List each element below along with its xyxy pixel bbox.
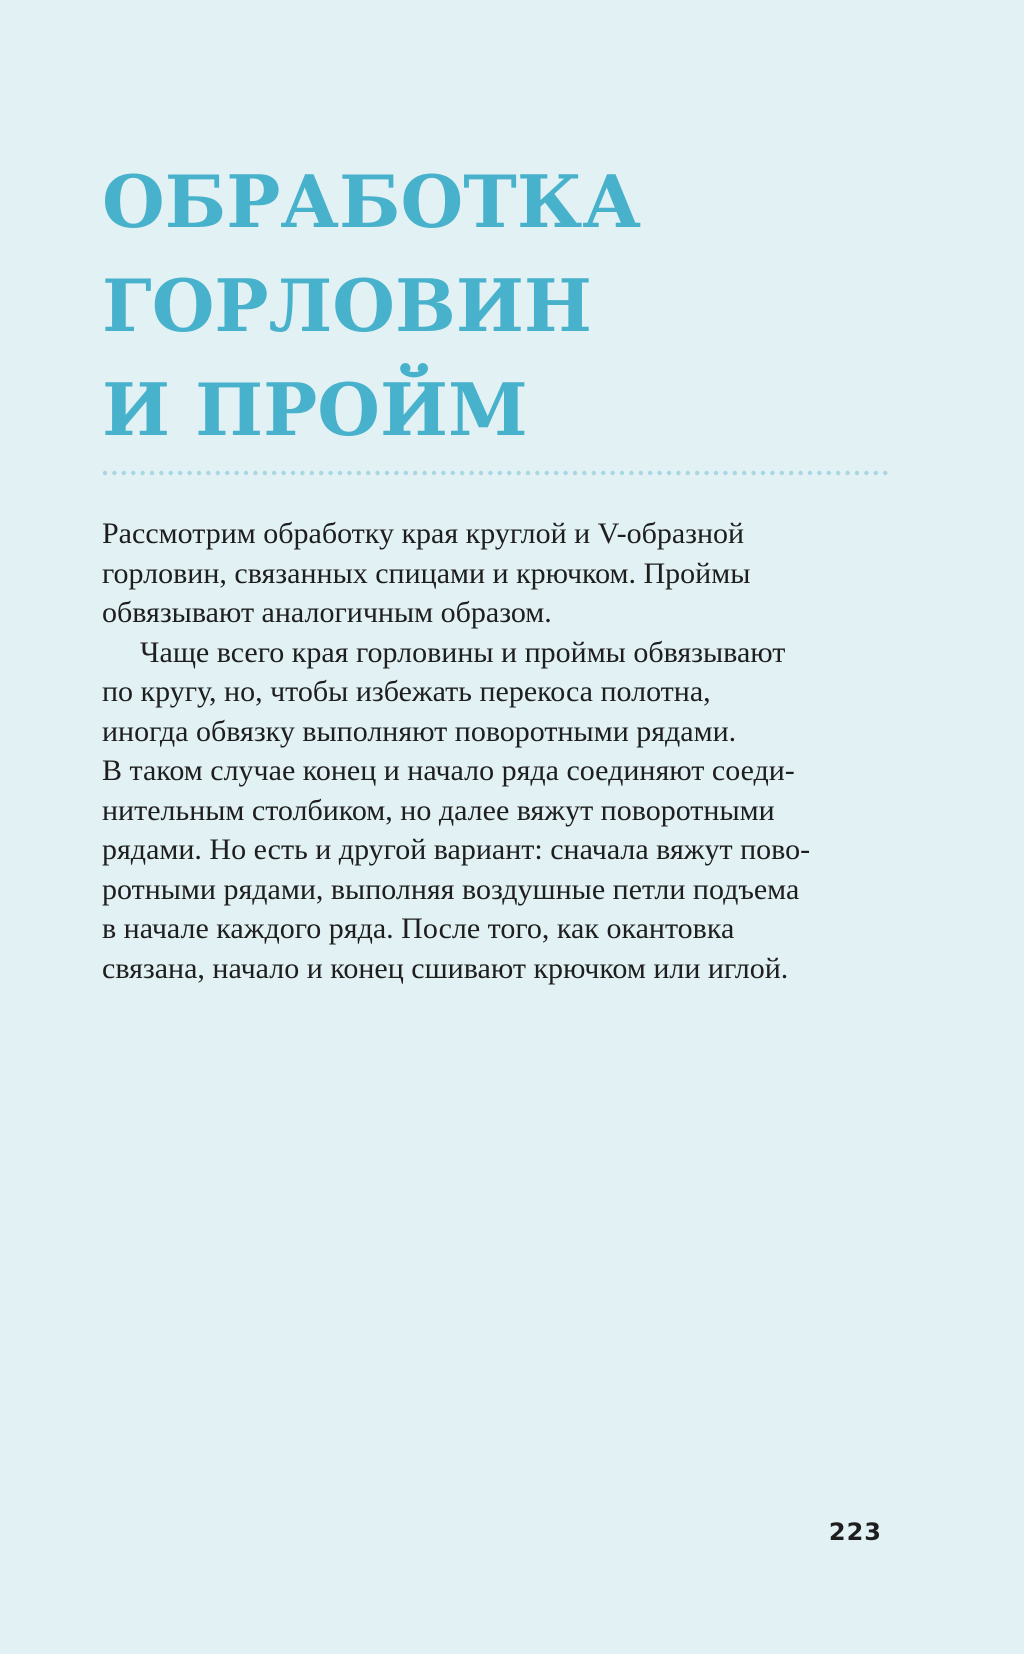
divider-dot [827, 471, 831, 475]
divider-dot [197, 471, 201, 475]
text-line: Чаще всего края горловины и проймы обвязывают [140, 635, 786, 669]
body-text [102, 514, 902, 988]
divider-dot [836, 471, 840, 475]
divider-dot [742, 471, 746, 475]
text-line: связана, начало и конец сшивают крючком или иглой. [102, 951, 789, 985]
divider-dot [328, 471, 332, 475]
divider-dot [234, 471, 238, 475]
divider-dot [347, 471, 351, 475]
divider-dot [573, 471, 577, 475]
divider-dot [516, 471, 520, 475]
divider-dot [761, 471, 765, 475]
divider-dot [319, 471, 323, 475]
divider-dot [300, 471, 304, 475]
title-line-3: И ПРОЙМ [102, 367, 528, 452]
divider-dot [554, 471, 558, 475]
divider-dot [648, 471, 652, 475]
divider-dot [366, 471, 370, 475]
divider-dot [375, 471, 379, 475]
divider-dot [159, 471, 163, 475]
divider-dot [150, 471, 154, 475]
divider-dot [770, 471, 774, 475]
text-line: в начале каждого ряда. После того, как окантовка [102, 912, 735, 945]
divider-dot [676, 471, 680, 475]
divider-dot [441, 471, 445, 475]
divider-dot [469, 471, 473, 475]
page-title [102, 150, 902, 462]
text-line: горловин, связанных спицами и крючком. Проймы [102, 556, 751, 590]
divider-dot [131, 471, 135, 475]
divider-dot [657, 471, 661, 475]
divider-dot [545, 471, 549, 475]
divider-dot [629, 471, 633, 475]
paragraph-2 [102, 633, 902, 989]
divider-dot [526, 471, 530, 475]
divider-dot [357, 471, 361, 475]
divider-dot [601, 471, 605, 475]
divider-dot [225, 471, 229, 475]
divider-dot [798, 471, 802, 475]
divider-dot [394, 471, 398, 475]
divider-dot [291, 471, 295, 475]
divider-dot [704, 471, 708, 475]
divider-dot [855, 471, 859, 475]
divider-dot [404, 471, 408, 475]
divider-dot [488, 471, 492, 475]
divider-dot [422, 471, 426, 475]
divider-dot [432, 471, 436, 475]
text-line: обвязывают аналогичным образом. [102, 596, 552, 629]
divider-dot [817, 471, 821, 475]
divider-dot [310, 471, 314, 475]
divider-dot [206, 471, 210, 475]
text-line: В таком случае конец и начало ряда соединяют соеди- [102, 754, 795, 787]
divider-dot [780, 471, 784, 475]
divider-dot [281, 471, 285, 475]
divider-dot [789, 471, 793, 475]
paragraph-1 [102, 514, 902, 633]
divider-dot [723, 471, 727, 475]
divider-dot [338, 471, 342, 475]
divider-dot [253, 471, 257, 475]
divider-dot [413, 471, 417, 475]
divider-dot [169, 471, 173, 475]
divider-dot [535, 471, 539, 475]
divider-dot [263, 471, 267, 475]
divider-dot [140, 471, 144, 475]
text-line: Рассмотрим обработку края круглой и V-образной [102, 517, 745, 550]
text-line: рядами. Но есть и другой вариант: сначала вяжут пово- [102, 833, 811, 866]
divider-dot [751, 471, 755, 475]
divider-dot [460, 471, 464, 475]
divider-dot [686, 471, 690, 475]
text-line: иногда обвязку выполняют поворотными рядами. [102, 714, 737, 748]
divider-dot [122, 471, 126, 475]
page-number: 223 [828, 1518, 882, 1546]
divider-dot [610, 471, 614, 475]
divider-dot [244, 471, 248, 475]
divider-dot [582, 471, 586, 475]
divider-dot [695, 471, 699, 475]
divider-dot [845, 471, 849, 475]
divider-dot [592, 471, 596, 475]
text-line: нительным столбиком, но далее вяжут поворотными [102, 793, 775, 827]
divider-dot [874, 471, 878, 475]
divider-dot [714, 471, 718, 475]
divider-dot [507, 471, 511, 475]
title-line-1: ОБРАБОТКА [102, 159, 641, 244]
divider-dot [112, 471, 116, 475]
divider-dot [103, 471, 107, 475]
divider-dot [272, 471, 276, 475]
divider-dot [498, 471, 502, 475]
divider-dot [733, 471, 737, 475]
divider-dot [864, 471, 868, 475]
divider-dot [883, 471, 887, 475]
divider-dot [808, 471, 812, 475]
divider-dot [479, 471, 483, 475]
divider-dot [667, 471, 671, 475]
divider-dot [385, 471, 389, 475]
dotted-divider [102, 470, 888, 476]
divider-dot [178, 471, 182, 475]
divider-dot [187, 471, 191, 475]
divider-dot [451, 471, 455, 475]
divider-dot [216, 471, 220, 475]
divider-dot [639, 471, 643, 475]
divider-dot [620, 471, 624, 475]
text-line: по кругу, но, чтобы избежать перекоса полотна, [102, 675, 711, 708]
text-line: ротными рядами, выполняя воздушные петли подъема [102, 872, 800, 906]
divider-dot [563, 471, 567, 475]
title-line-2: ГОРЛОВИН [102, 263, 592, 348]
